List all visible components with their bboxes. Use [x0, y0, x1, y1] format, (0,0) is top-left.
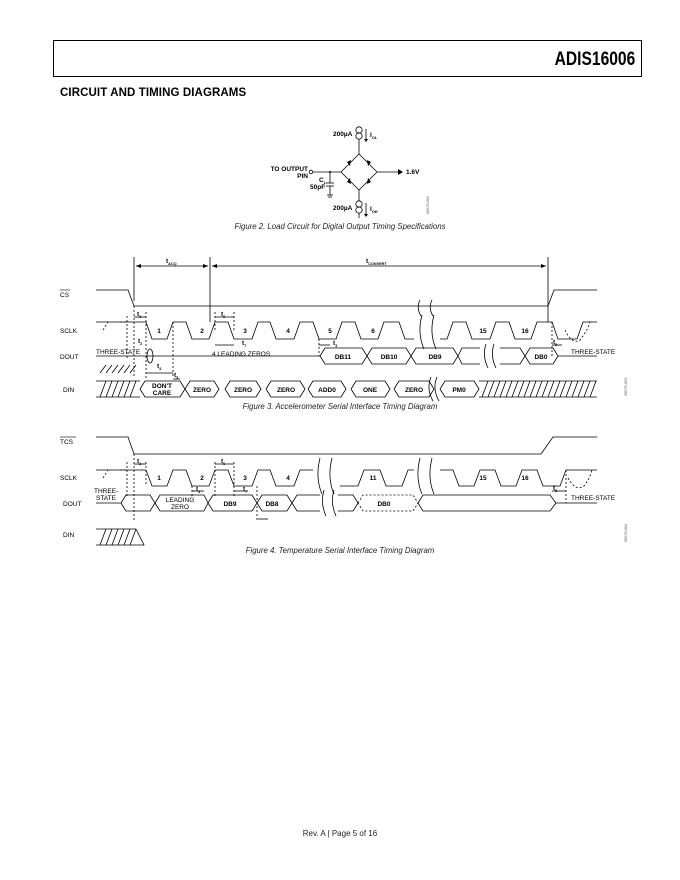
leading-label-2: ZERO [170, 504, 190, 511]
t6-label: $t_6$ [221, 311, 226, 319]
dout-bit-db8b: DB8 [265, 501, 279, 508]
t1-label: $t_1$ [137, 311, 142, 319]
clock-number-2b: 2 [200, 475, 204, 482]
figure-3-caption: Figure 3. Accelerometer Serial Interface Timing Diagram [242, 402, 438, 411]
fig2-side-code: 05075-002 [426, 195, 430, 214]
t4-label: $t_4$ [157, 363, 162, 371]
clock-number-5: 5 [328, 328, 332, 335]
three-state-right-2: THREE-STATE [571, 495, 616, 502]
signal-sclk-2: SCLK [60, 475, 77, 482]
t7-label: $t_7$ [242, 340, 247, 348]
t2-label: $t_2$ [138, 338, 143, 346]
cap-value: 50pF [310, 184, 326, 191]
to-output-label-2: PIN [297, 173, 308, 180]
clock-number-6: 6 [371, 328, 375, 335]
clock-number-3: 3 [243, 328, 247, 335]
top-current-label: $I_{OL}$ [370, 132, 378, 140]
fig4-side-code: 05075-004 [624, 523, 628, 542]
t-acq-label: $t_{ACQ}$ [166, 258, 177, 266]
signal-din-2: DIN [63, 532, 75, 539]
t8-label: $t_8$ [553, 339, 558, 347]
clock-number-4b: 4 [286, 475, 290, 482]
din-bit-zero-4: ZERO [404, 387, 424, 394]
dout-bit-db11: DB11 [334, 354, 352, 361]
t7-label-2: $t_7$ [243, 486, 248, 494]
clock-number-15b: 15 [479, 475, 487, 482]
leading-zeros-label: 4 LEADING ZEROS [212, 351, 271, 358]
clock-number-16: 16 [521, 328, 529, 335]
figure-2-caption: Figure 2. Load Circuit for Digital Output Timing Specifications [234, 222, 446, 231]
bottom-current-value: 200µA [333, 205, 353, 212]
section-title: CIRCUIT AND TIMING DIAGRAMS [60, 87, 247, 99]
signal-din: DIN [63, 387, 75, 394]
dout-bit-db10: DB10 [380, 354, 398, 361]
t5-label: $t_5$ [174, 372, 179, 380]
dont-care-1: DON'T [152, 383, 172, 390]
clock-number-3b: 3 [243, 475, 247, 482]
din-bit-pm0: PM0 [452, 387, 466, 394]
bottom-current-label: $I_{OH}$ [370, 206, 378, 214]
din-bit-zero-1: ZERO [192, 387, 212, 394]
din-bit-zero-2: ZERO [233, 387, 253, 394]
dout-bit-db0: DB0 [534, 354, 548, 361]
t3-label: $t_3$ [333, 340, 338, 348]
part-number: ADIS16006 [554, 49, 635, 70]
clock-number-11b: 11 [369, 475, 377, 482]
three-state-left-2: STATE [96, 495, 116, 502]
fig3-side-code: 05075-003 [624, 377, 628, 396]
figure-4-caption: Figure 4. Temperature Serial Interface Timing Diagram [245, 546, 435, 555]
voltage-label: 1.6V [406, 169, 420, 176]
dout-bit-db0b: DB0 [377, 501, 391, 508]
t1-label-2: $t_1$ [137, 458, 142, 466]
cap-label: $C_L$ [319, 177, 327, 185]
clock-number-16b: 16 [521, 475, 529, 482]
clock-number-2: 2 [200, 328, 204, 335]
signal-cs: CS [60, 292, 70, 299]
leading-label-1: LEADING [165, 497, 195, 504]
top-current-value: 200µA [333, 131, 353, 138]
t-convert-label: $t_{CONVERT}$ [366, 258, 387, 266]
din-bit-zero-3: ZERO [276, 387, 296, 394]
signal-sclk: SCLK [60, 328, 77, 335]
clock-number-1b: 1 [157, 475, 161, 482]
three-state-right: THREE-STATE [571, 349, 616, 356]
t3-label-2: $t_3$ [196, 486, 201, 494]
signal-tcs: TCS [60, 439, 73, 446]
dout-bit-db9: DB9 [428, 354, 442, 361]
to-output-label-1: TO OUTPUT [270, 166, 308, 173]
signal-dout: DOUT [60, 354, 79, 361]
signal-dout-2: DOUT [63, 501, 82, 508]
clock-number-1: 1 [157, 328, 161, 335]
t8-label-2: $t_8$ [553, 485, 558, 493]
dont-care-2: CARE [152, 390, 172, 397]
clock-number-15: 15 [479, 328, 487, 335]
t6-label-2: $t_6$ [221, 458, 226, 466]
clock-number-4: 4 [286, 328, 290, 335]
three-state-left-1: THREE- [94, 488, 119, 495]
din-bit-one: ONE [362, 387, 378, 394]
dout-bit-db9b: DB9 [223, 501, 237, 508]
header-box [53, 40, 642, 77]
three-state-left: THREE-STATE [96, 349, 141, 356]
page-footer: Rev. A | Page 5 of 16 [302, 829, 378, 838]
din-bit-add0: ADD0 [318, 387, 336, 394]
